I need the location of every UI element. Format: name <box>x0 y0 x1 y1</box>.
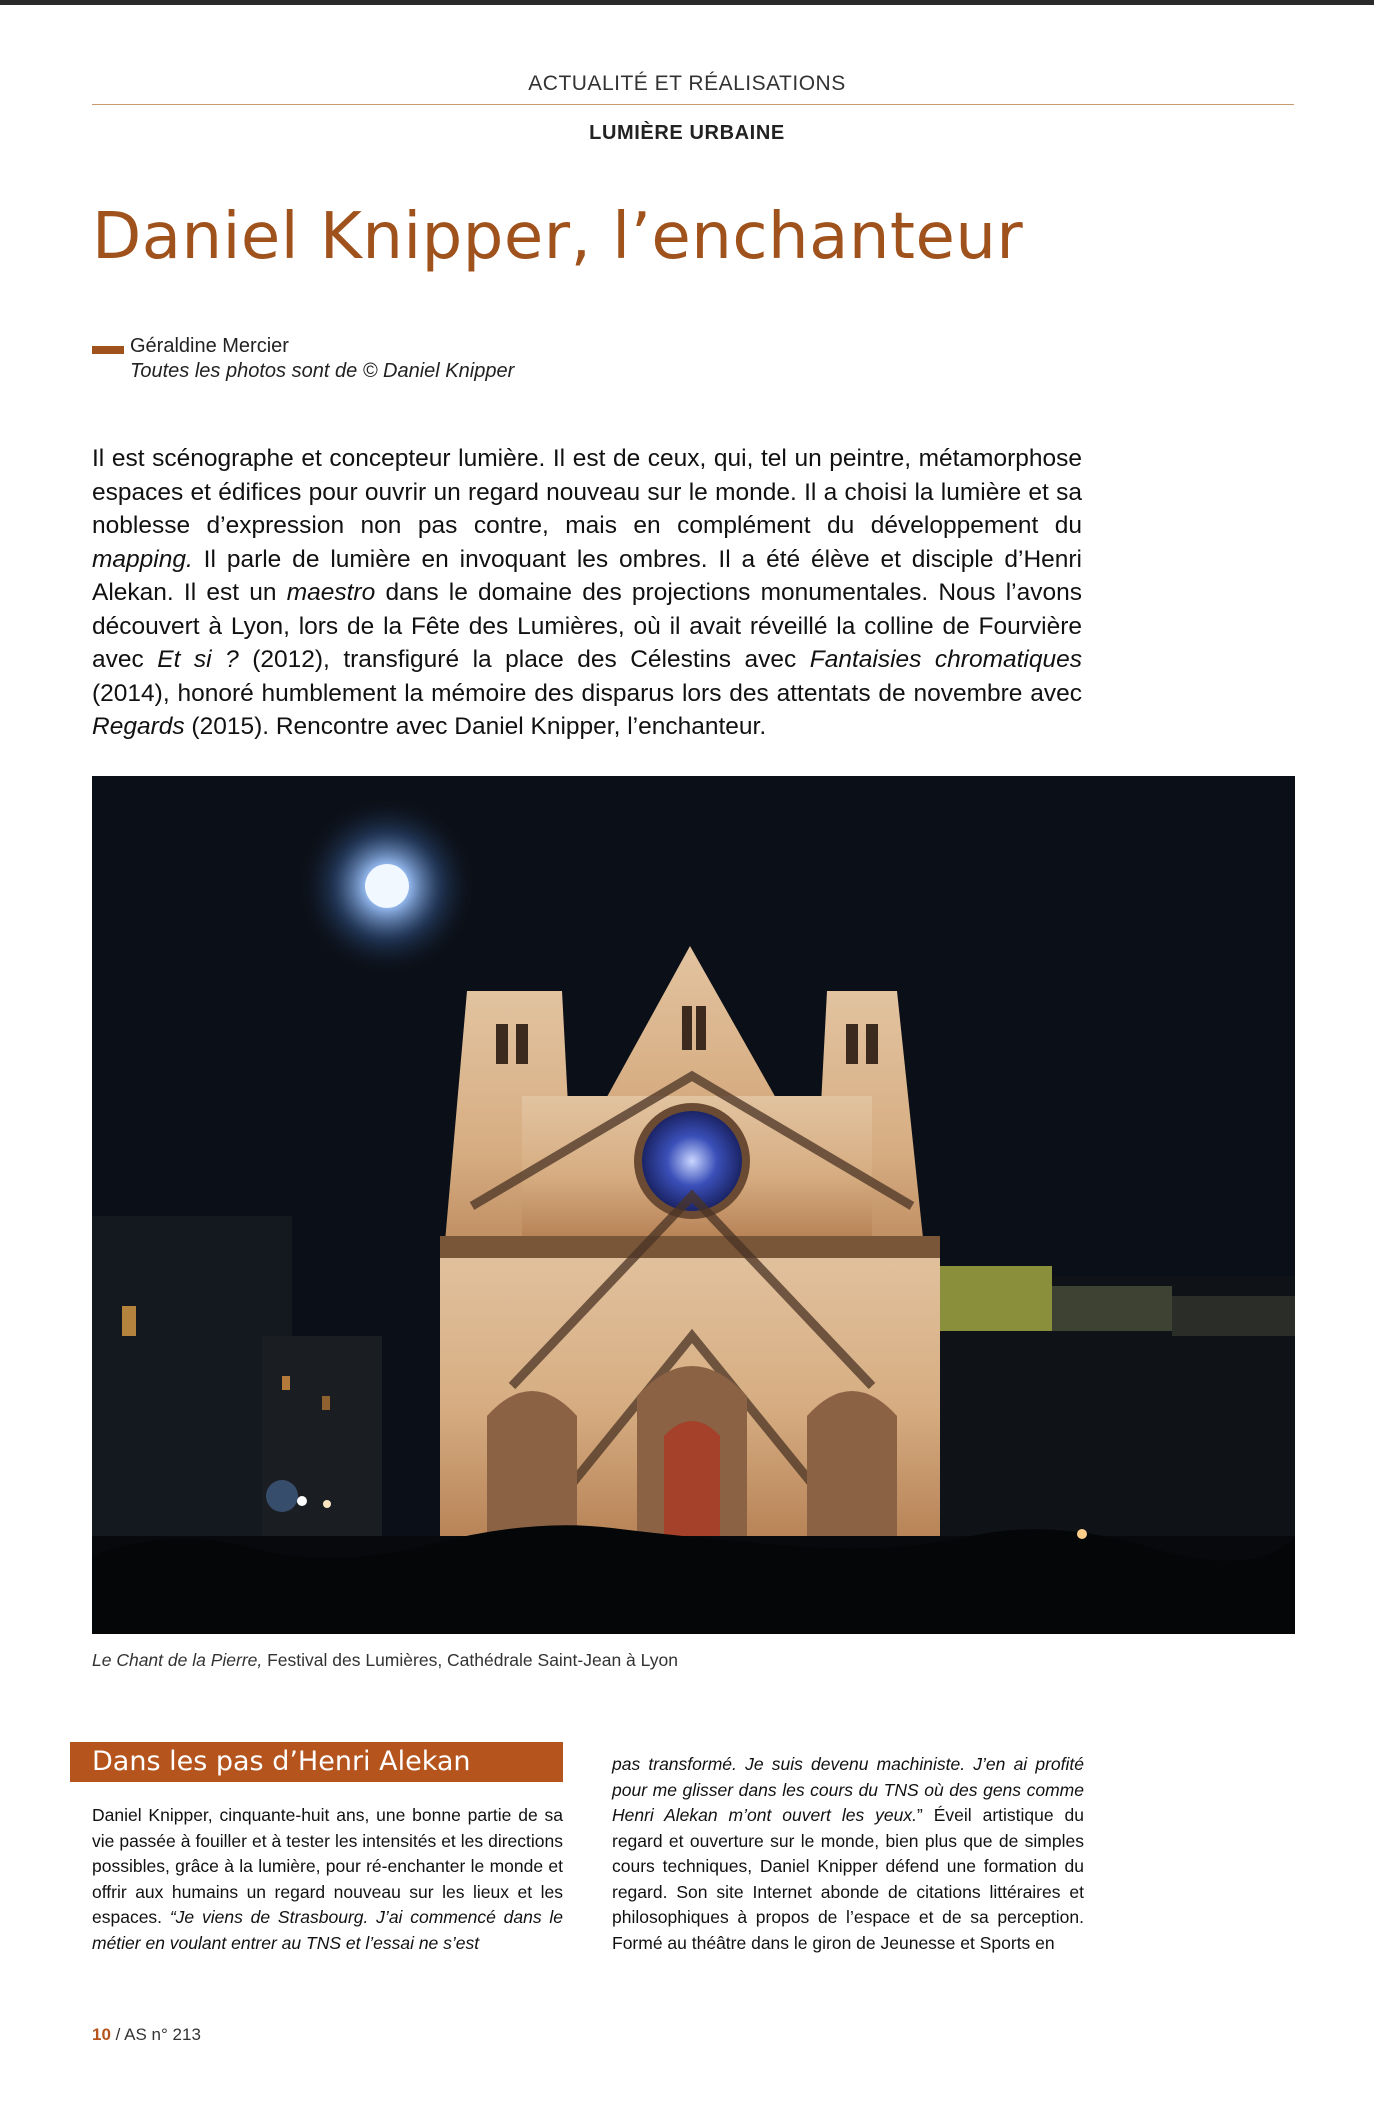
text-run: pas transformé. Je suis devenu machiniste. J’en ai profité pour me glisser dans les cours du TNS où des gens comme Henri Alekan m’ont ouvert les yeux. <box>612 1754 1084 1825</box>
body-column-1 <box>92 1803 563 1956</box>
text-run: ” Éveil artistique du regard et ouverture sur le monde, bien plus que de simples cours techniques, Daniel Knipper défend une formation du regard. Son site Internet abonde de citations littéraires et philosophiques à propos de l’espace et de sa perception. Formé au théâtre dans le giron de Jeunesse et Sports en <box>612 1805 1084 1953</box>
cathedral-photo <box>92 776 1295 1634</box>
author-marker <box>92 346 124 354</box>
text-run: Il est scénographe et concepteur lumière. Il est de ceux, qui, tel un peintre, métamorphose espaces et édifices pour ouvrir un regard nouveau sur le monde. Il a choisi la lumière et sa noblesse d’expression non pas contre, mais en complément du développement du <box>92 445 1082 539</box>
photo-credit: Toutes les photos sont de © Daniel Knipper <box>130 360 515 382</box>
author-name: Géraldine Mercier <box>130 335 289 357</box>
text-run: Fantaisies chromatiques <box>809 646 1082 673</box>
text-run: (2015). Rencontre avec Daniel Knipper, l’enchanteur. <box>184 713 767 740</box>
text-run: (2012), transfiguré la place des Célestins avec <box>238 646 810 673</box>
text-run: Il parle de lumière en invoquant les ombres. Il a été élève et disciple d’Henri Alekan. Il est un <box>92 545 1082 606</box>
issue-number: / AS n° 213 <box>110 2025 201 2044</box>
article-lead <box>92 442 1082 744</box>
text-run: dans le domaine des projections monumentales. Nous l’avons découvert à Lyon, lors de la Fête des Lumières, où il avait réveillé la colline de Fourvière avec <box>92 579 1082 673</box>
top-edge-bar <box>0 0 1374 5</box>
caption-text: Festival des Lumières, Cathédrale Saint-Jean à Lyon <box>262 1650 678 1670</box>
section-rubric: ACTUALITÉ ET RÉALISATIONS <box>528 72 846 95</box>
text-run: Daniel Knipper, cinquante-huit ans, une bonne partie de sa vie passée à fouiller et à tester les intensités et les directions possibles, grâce à la lumière, pour ré-enchanter le monde et offrir aux humains un regard nouveau sur les lieux et les espaces. <box>92 1805 563 1927</box>
text-run: Regards <box>92 713 185 740</box>
page-folio <box>92 2025 201 2045</box>
body-column-2 <box>612 1752 1084 1956</box>
page-number: 10 <box>92 2025 111 2044</box>
photo-caption <box>92 1650 678 1671</box>
text-run: “Je viens de Strasbourg. J’ai commencé dans le métier en voulant entrer au TNS et l’essai ne s’est <box>92 1907 564 1953</box>
header-rule <box>92 104 1294 105</box>
article-title: Daniel Knipper, l’enchanteur <box>92 200 1024 274</box>
text-run: (2014), honoré humblement la mémoire des disparus lors des attentats de novembre avec <box>92 679 1082 707</box>
text-run: maestro <box>286 579 376 606</box>
text-run: Et si ? <box>157 646 239 673</box>
section-subrubric: LUMIÈRE URBAINE <box>589 122 785 144</box>
section-heading: Dans les pas d’Henri Alekan <box>70 1742 563 1782</box>
text-run: mapping. <box>92 545 193 573</box>
caption-work-title: Le Chant de la Pierre, <box>92 1650 263 1670</box>
